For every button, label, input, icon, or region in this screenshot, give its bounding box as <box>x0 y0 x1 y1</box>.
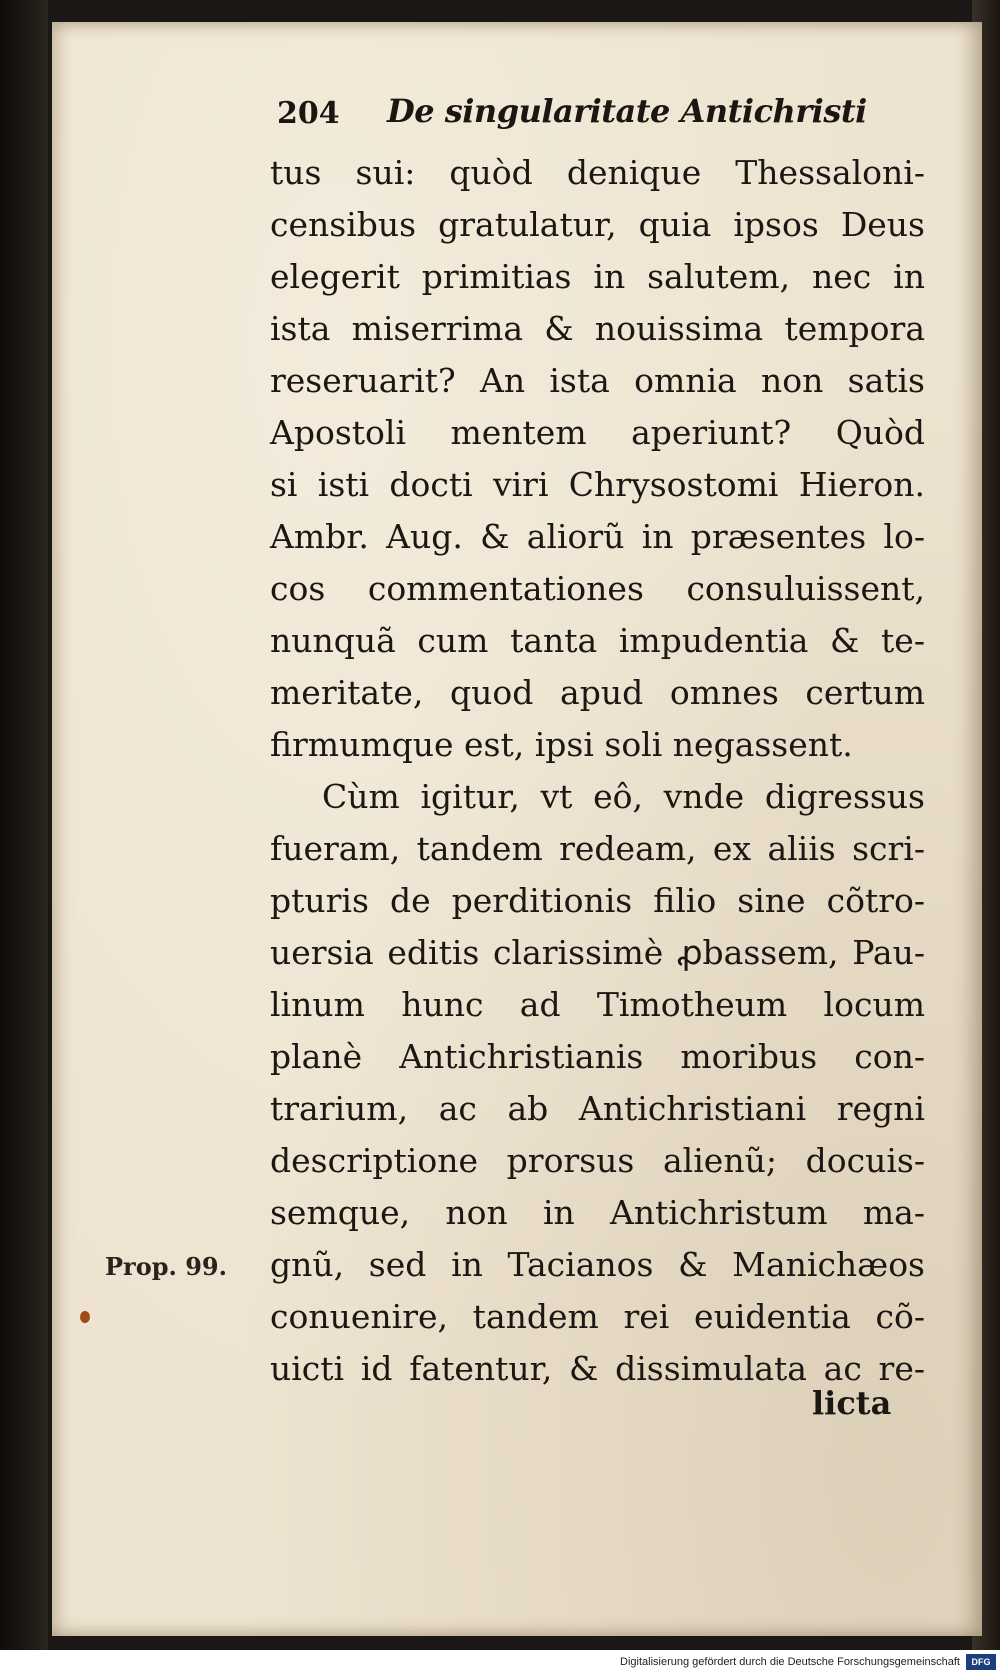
page-number: 204 <box>277 96 340 131</box>
book-binding-edge <box>0 0 48 1650</box>
margin-note: Prop. 99. <box>105 1252 227 1281</box>
text-line: uersia editis clarissimè ꝓbassem, Pau- <box>270 933 925 972</box>
running-title: De singularitate Antichristi <box>387 92 867 130</box>
book-page <box>52 22 982 1636</box>
text-line: censibus gratulatur, quia ipsos Deus <box>270 205 925 244</box>
ink-stain <box>80 1311 90 1323</box>
running-head <box>277 88 897 138</box>
text-line: meritate, quod apud omnes certum <box>270 673 925 712</box>
body-text <box>270 147 925 1395</box>
text-line: reseruarit? An ista omnia non satis <box>270 361 925 400</box>
text-line: elegerit primitias in salutem, nec in <box>270 257 925 296</box>
text-line: semque, non in Antichristum ma- <box>270 1193 925 1232</box>
text-line: gnũ, sed in Tacianos & Manichæos <box>270 1245 925 1284</box>
dfg-logo: DFG <box>966 1654 996 1670</box>
text-line: planè Antichristianis moribus con- <box>270 1037 925 1076</box>
text-line: conuenire, tandem rei euidentia cõ- <box>270 1297 925 1336</box>
text-line: cos commentationes consuluissent, <box>270 569 925 608</box>
text-line: trarium, ac ab Antichristiani regni <box>270 1089 925 1128</box>
catchword: licta <box>812 1384 892 1422</box>
funding-credit: Digitalisierung gefördert durch die Deutsche Forschungsgemeinschaft <box>620 1656 960 1668</box>
text-line: descriptione prorsus alienũ; docuis- <box>270 1141 925 1180</box>
text-line: fueram, tandem redeam, ex aliis scri- <box>270 829 925 868</box>
text-line: si isti docti viri Chrysostomi Hieron. <box>270 465 925 504</box>
text-line: firmumque est, ipsi soli negassent. <box>270 725 853 764</box>
text-line: pturis de perditionis filio sine cõtro- <box>270 881 925 920</box>
text-line: Ambr. Aug. & aliorũ in præsentes lo- <box>270 517 925 556</box>
text-line: nunquã cum tanta impudentia & te- <box>270 621 925 660</box>
text-line: ista miserrima & nouissima tempora <box>270 309 925 348</box>
paragraph-start-line: Cùm igitur, vt eô, vnde digressus <box>322 777 925 816</box>
footer-bar <box>0 1650 1000 1679</box>
text-line: uicti id fatentur, & dissimulata ac re- <box>270 1349 925 1388</box>
text-line: tus sui: quòd denique Thessaloni- <box>270 153 925 192</box>
text-line: linum hunc ad Timotheum locum <box>270 985 925 1024</box>
text-line: Apostoli mentem aperiunt? Quòd <box>270 413 925 452</box>
